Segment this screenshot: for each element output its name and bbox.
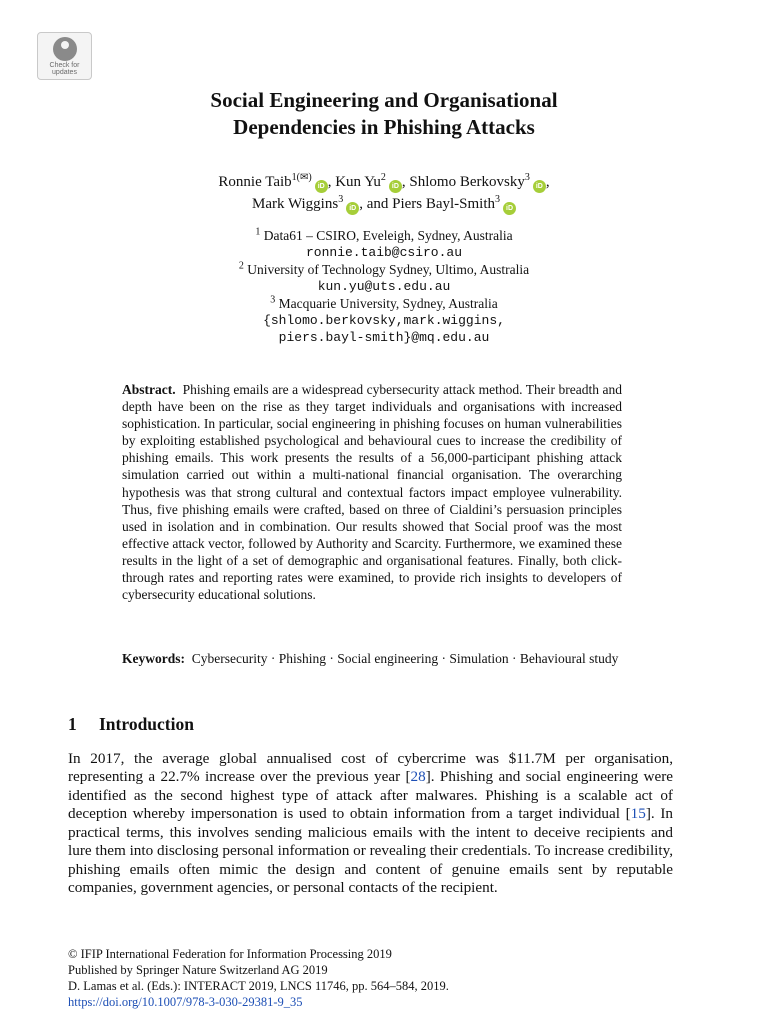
orcid-icon[interactable]: iD bbox=[315, 180, 328, 193]
email-3b: piers.bayl-smith}@mq.edu.au bbox=[278, 330, 490, 345]
affiliation-text: Data61 – CSIRO, Eveleigh, Sydney, Australia bbox=[263, 228, 513, 243]
badge-line2: updates bbox=[52, 69, 77, 76]
affiliation-2 bbox=[0, 261, 768, 278]
keywords-label: Keywords: bbox=[122, 651, 185, 666]
abstract bbox=[122, 381, 622, 603]
email-1: ronnie.taib@csiro.au bbox=[305, 245, 463, 260]
orcid-icon[interactable]: iD bbox=[389, 180, 402, 193]
author-name: , and Piers Bayl-Smith bbox=[359, 196, 496, 212]
author-name: Ronnie Taib bbox=[218, 174, 292, 190]
affiliation-number: 3 bbox=[270, 294, 276, 306]
check-for-updates-badge[interactable] bbox=[37, 32, 92, 80]
intro-paragraph bbox=[68, 750, 673, 898]
author-name: , Shlomo Berkovsky bbox=[401, 174, 525, 190]
keywords-text: Cybersecurity · Phishing · Social engineering · Simulation · Behavioural study bbox=[191, 651, 619, 666]
author-list bbox=[0, 171, 768, 215]
update-icon bbox=[53, 37, 77, 61]
email-2: kun.yu@uts.edu.au bbox=[317, 279, 451, 294]
keywords bbox=[122, 650, 622, 667]
footer-publisher: Published by Springer Nature Switzerland AG 2019 bbox=[68, 963, 328, 977]
affiliation-3 bbox=[0, 295, 768, 312]
envelope-icon: (✉) bbox=[296, 172, 312, 183]
author-affil-sup: 3 bbox=[524, 172, 530, 183]
author-affil-sup: 2 bbox=[380, 172, 386, 183]
author-affil-sup: 3 bbox=[338, 194, 344, 205]
footer-citation: D. Lamas et al. (Eds.): INTERACT 2019, LNCS 11746, pp. 564–584, 2019. bbox=[68, 979, 449, 993]
author-separator: , bbox=[545, 174, 550, 190]
affiliation-text: Macquarie University, Sydney, Australia bbox=[278, 296, 498, 311]
author-affil-sup: 3 bbox=[495, 194, 501, 205]
citation-link[interactable]: 15 bbox=[630, 805, 646, 823]
email-3a: {shlomo.berkovsky,mark.wiggins, bbox=[263, 313, 505, 328]
intro-text: ]. In practical terms, this involves sending malicious emails with the intent to deceive recipients and lure them into disclosing personal information or revealing their credentials. To increase credibility, phishing emails often mimic the design and content of genuine emails sent by reputable companies, government agencies, or personal contacts of the recipient. bbox=[68, 805, 673, 897]
copyright-footer bbox=[68, 946, 449, 1010]
paper-title bbox=[0, 87, 768, 141]
affiliation-number: 2 bbox=[238, 260, 244, 272]
affiliation-number: 1 bbox=[255, 226, 261, 238]
orcid-icon[interactable]: iD bbox=[503, 202, 516, 215]
orcid-icon[interactable]: iD bbox=[533, 180, 546, 193]
section-heading bbox=[68, 713, 194, 735]
title-line2: Dependencies in Phishing Attacks bbox=[233, 115, 535, 139]
orcid-icon[interactable]: iD bbox=[346, 202, 359, 215]
affiliations bbox=[0, 227, 768, 346]
author-name: Mark Wiggins bbox=[251, 196, 339, 212]
footer-copyright: © IFIP International Federation for Information Processing 2019 bbox=[68, 947, 392, 961]
citation-link[interactable]: 28 bbox=[410, 768, 426, 786]
abstract-label: Abstract. bbox=[122, 382, 176, 397]
doi-link[interactable]: https://doi.org/10.1007/978-3-030-29381-9_35 bbox=[68, 995, 303, 1009]
intro-text: In 2017, the average global annualised cost of cybercrime was $11.7M per organisation, representing a 22.7% increase over the previous year [ bbox=[68, 750, 673, 786]
affiliation-1 bbox=[0, 227, 768, 244]
title-line1: Social Engineering and Organisational bbox=[210, 88, 558, 112]
author-affil-sup: 1 bbox=[291, 172, 297, 183]
section-title: Introduction bbox=[99, 714, 194, 734]
intro-text: ]. Phishing and social engineering were identified as the second highest type of attack after malwares. Phishing is a scalable act of deception whereby impersonation is used to obtain information from a target individual [ bbox=[68, 768, 674, 823]
author-name: , Kun Yu bbox=[327, 174, 381, 190]
section-number: 1 bbox=[68, 714, 77, 734]
affiliation-text: University of Technology Sydney, Ultimo, Australia bbox=[247, 262, 530, 277]
abstract-text: Phishing emails are a widespread cybersecurity attack method. Their breadth and depth have been on the rise as they target individuals and organisations with increased sophistication. In particular, social engineering in phishing focuses on human vulnerabilities by exploiting established psychological and behavioural cues to increase the credibility of phishing emails. This work presents the results of a 56,000-participant phishing attack simulation carried out within a multi-national financial organisation. The overarching hypothesis was that strong cultural and contextual factors impact employee vulnerability. Thus, five phishing emails were crafted, based on three of Cialdini’s persuasion principles used in isolation and in combination. Our results showed that Social proof was the most effective attack vector, followed by Authority and Scarcity. Furthermore, we examined these results in the light of a set of demographic and organisational features. Finally, both click-through rates and reporting rates were examined, to provide rich insights to developers of cybersecurity educational solutions. bbox=[122, 382, 622, 603]
badge-line1: Check for bbox=[49, 62, 80, 69]
